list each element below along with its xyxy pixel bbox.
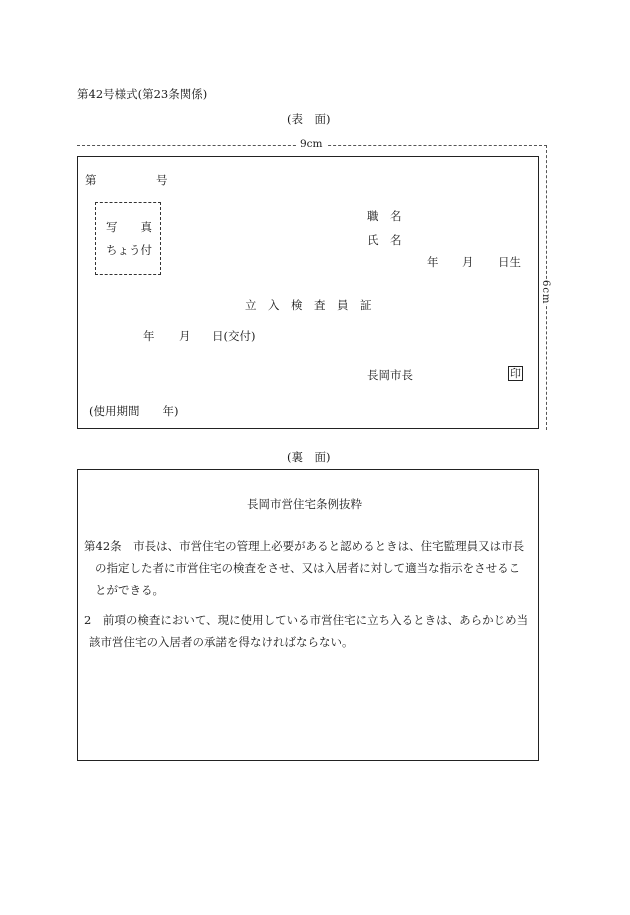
birth-month: 月 (462, 255, 474, 269)
article-42-line2: の指定した者に市営住宅の検査をさせ、又は入居者に対して適当な指示をさせるこ (95, 561, 521, 575)
width-dimension-label: 9cm (296, 138, 327, 150)
article-42-line3: とができる。 (95, 583, 164, 597)
birth-day: 日生 (498, 255, 521, 269)
birth-year: 年 (427, 255, 439, 269)
paragraph-2-line1: 2 前項の検査において、現に使用している市営住宅に立ち入るときは、あらかじめ当 (84, 613, 529, 627)
photo-label-line1: 写 真 (106, 220, 152, 234)
height-dimension-label: 6cm (540, 280, 551, 305)
back-heading: (裏 面) (287, 450, 331, 464)
ordinance-title: 長岡市営住宅条例抜粋 (247, 497, 362, 511)
validity-period: (使用期間 年) (89, 404, 179, 418)
issuer: 長岡市長 (367, 368, 413, 382)
issue-day: 日(交付) (212, 329, 256, 343)
job-title-label: 職 名 (367, 209, 402, 223)
photo-label-line2: ちょう付 (106, 243, 152, 257)
issue-month: 月 (179, 329, 191, 343)
front-heading: (表 面) (287, 112, 331, 126)
article-42-line1: 第42条 市長は、市営住宅の管理上必要があると認めるときは、住宅監理員又は市長 (84, 539, 525, 553)
back-card (77, 469, 539, 761)
name-label: 氏 名 (367, 233, 402, 247)
number-suffix: 号 (156, 173, 168, 187)
photo-area (95, 202, 161, 275)
front-card (77, 156, 539, 429)
form-title: 第42号様式(第23条関係) (77, 87, 208, 101)
paragraph-2-line2: 該市営住宅の入居者の承諾を得なければならない。 (89, 635, 354, 649)
certificate-title: 立 入 検 査 員 証 (245, 298, 372, 312)
number-prefix: 第 (85, 173, 97, 187)
seal-mark: 印 (510, 367, 521, 380)
issue-year: 年 (143, 329, 155, 343)
